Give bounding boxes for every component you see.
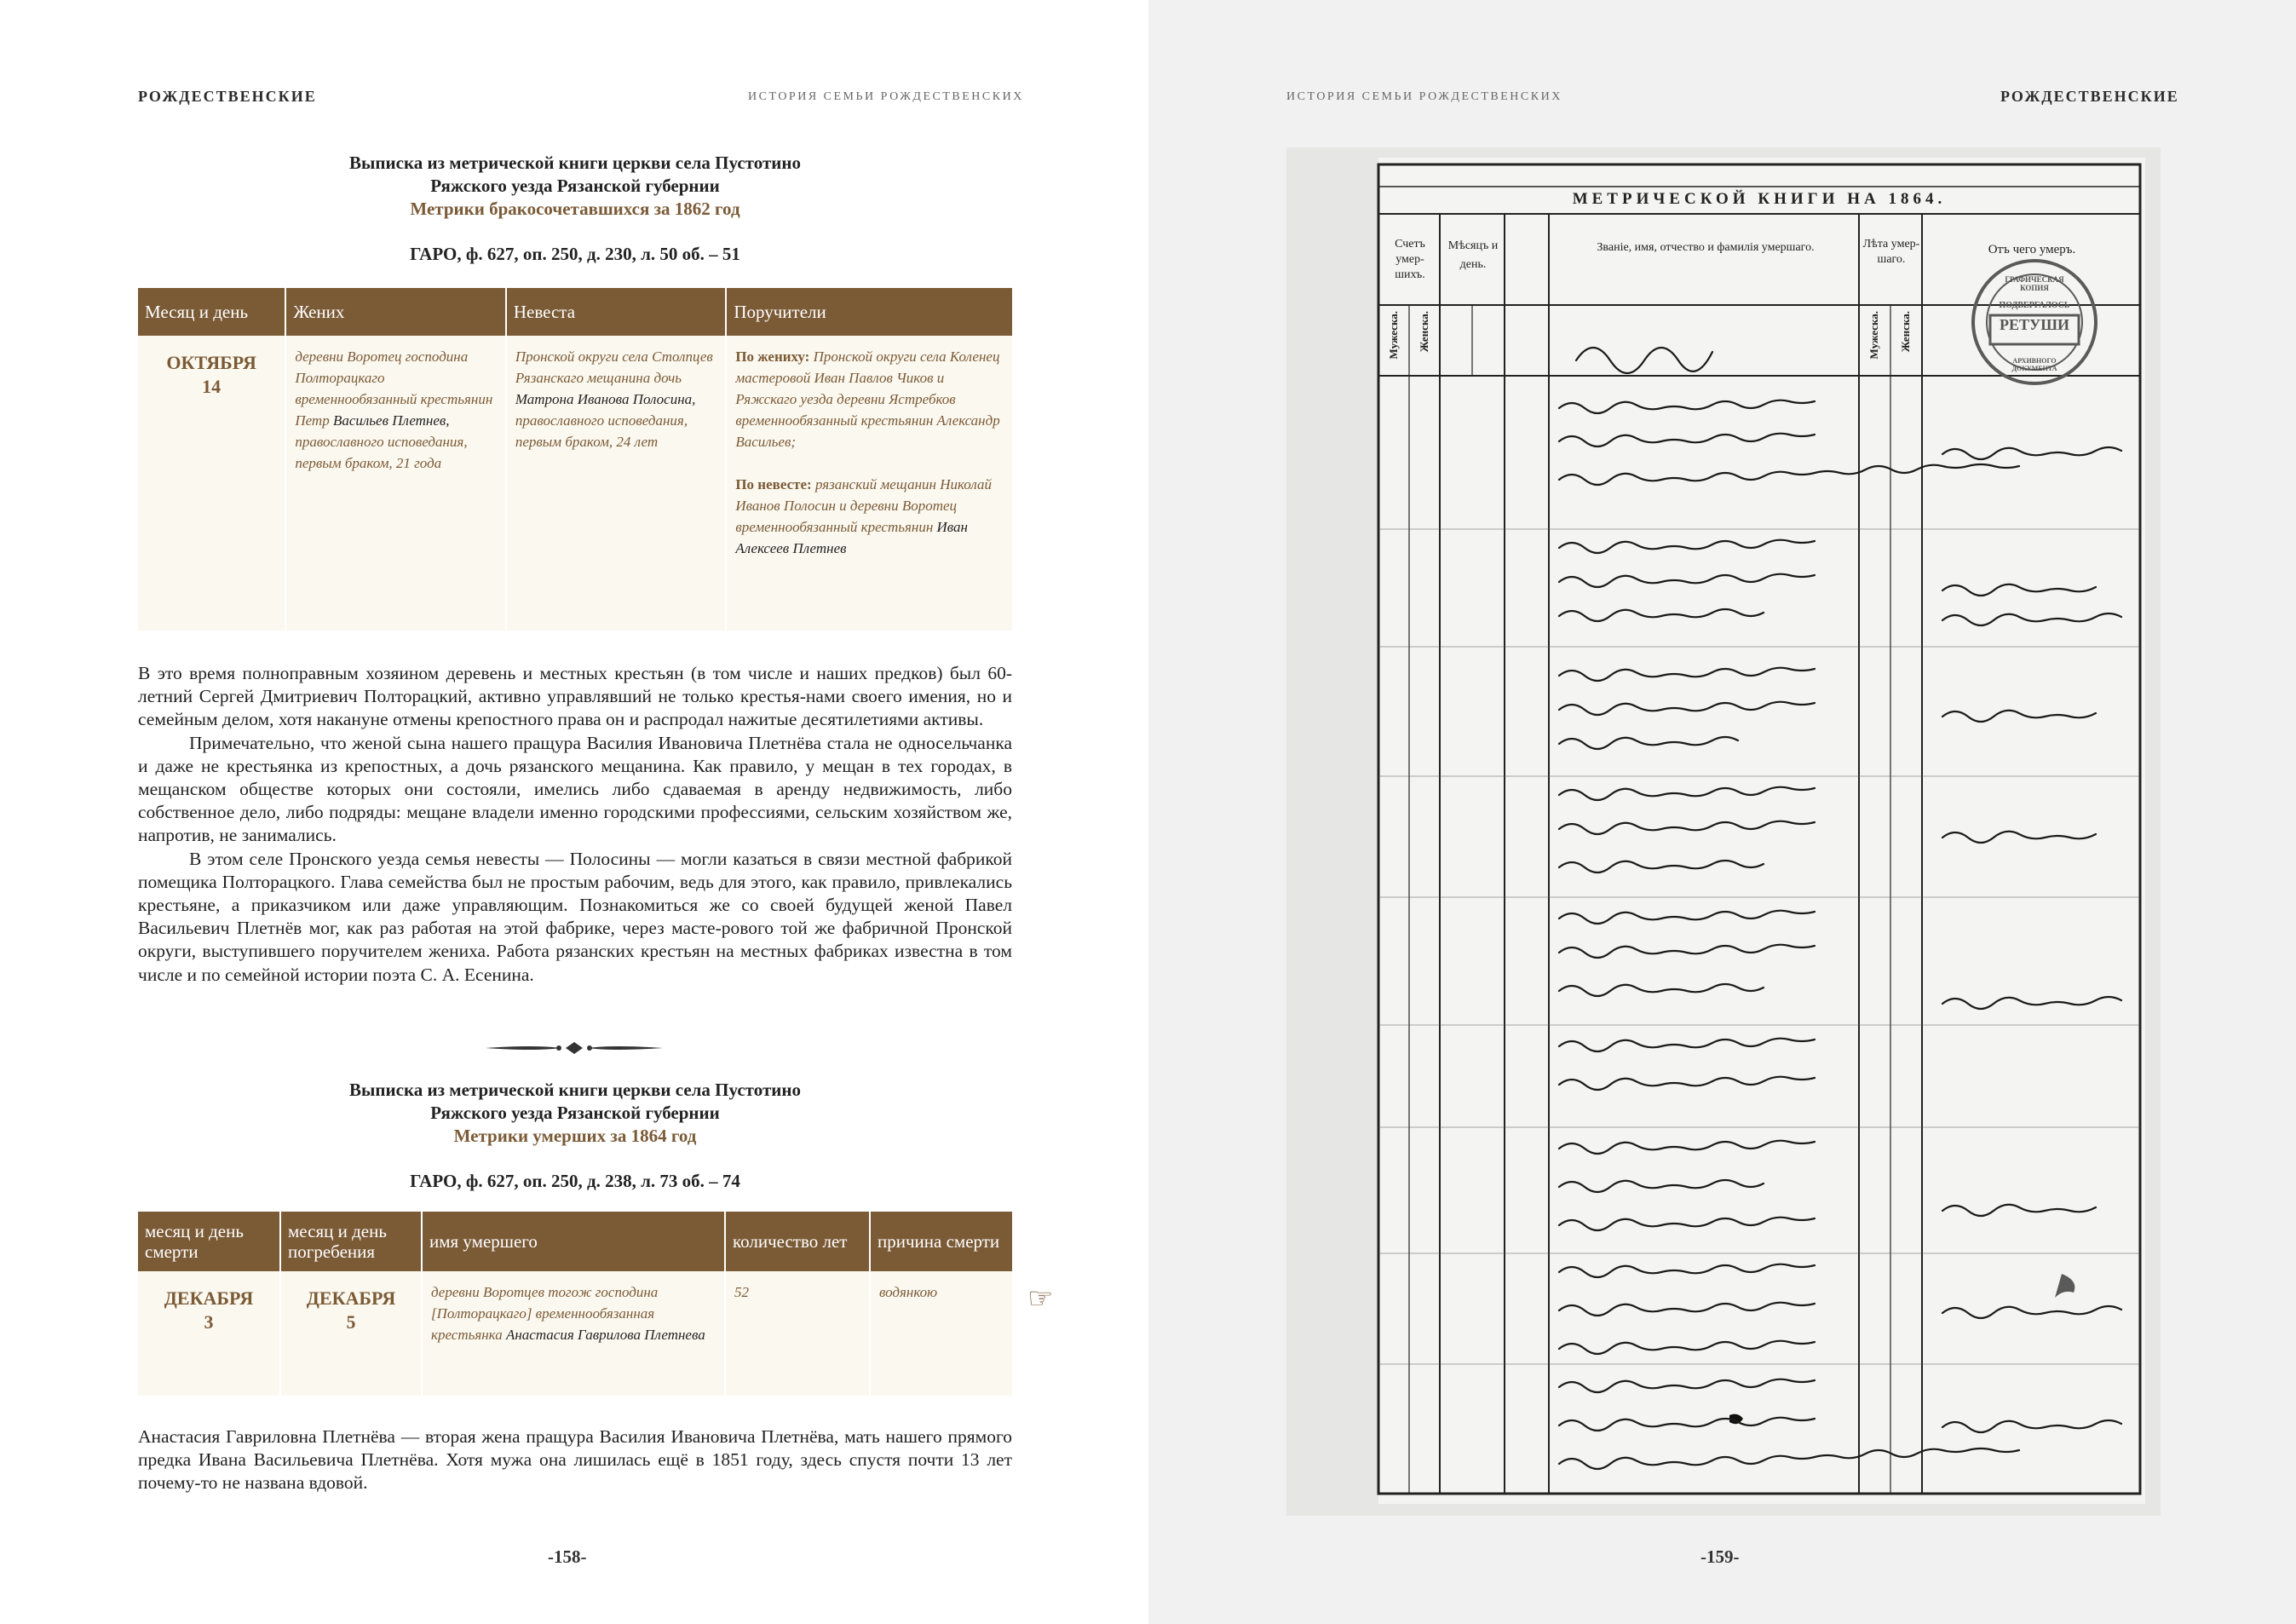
death-month: ДЕКАБРЯ (164, 1287, 254, 1309)
stamp-bottom-text: АРХИВНОГО ДОКУМЕНТА (2011, 357, 2057, 372)
header-death-date: месяц и день смерти (138, 1212, 279, 1271)
manuscript-heading: МЕТРИЧЕСКОЙ КНИГИ НА 1864. (1572, 190, 1947, 208)
bride-name: Матрона Иванова Полосина, (515, 391, 696, 407)
burial-date-cell (281, 1271, 421, 1396)
record2-title-line1: Выписка из метрической книги церкви села Пустотино (349, 1080, 801, 1100)
col-cause-label: Отъ чего умеръ. (1988, 243, 2076, 256)
sponsors-groom-text: Пронской округи села Коленец мастеровой Иван Павлов Чиков и Ряжскаго уезда деревни Ястребков временнообязанный крестьянин Александр Васильев; (735, 348, 1000, 450)
sponsors-cell (727, 336, 1012, 631)
record2-subtitle: Метрики умерших за 1864 год (453, 1126, 697, 1146)
handwriting-scribbles (1286, 147, 2161, 1516)
marriage-day: 14 (202, 376, 222, 397)
col-title-label: Званіе, имя, отчество и фамилія умершаго. (1597, 241, 1815, 254)
body-text-main (138, 662, 1012, 987)
groom-name: Васильев Плетнев, (332, 412, 450, 429)
paragraph-4: Анастасия Гавриловна Плетнёва — вторая жена пращура Василия Ивановича Плетнёва, мать нашего прямого предка Ивана Васильевича Плетнёва. Хотя мужа она лишилась ещё в 1851 году, здесь спустя почти 13 лет почему-то не названа вдовой. (138, 1426, 1012, 1494)
sub-male-label-2: Мужеска. (1867, 311, 1880, 360)
burial-day: 5 (346, 1311, 356, 1333)
header-deceased-name: имя умершего (423, 1212, 724, 1271)
marriage-date-cell (138, 336, 285, 631)
running-title-right: РОЖДЕСТВЕНСКИЕ (2000, 88, 2179, 105)
sponsors-groom-label: По жениху: (735, 348, 810, 365)
record2-title-line2: Ряжского уезда Рязанской губернии (430, 1103, 720, 1123)
record1-title-line2: Ряжского уезда Рязанской губернии (430, 176, 720, 196)
sub-female-label-2: Женска. (1899, 311, 1912, 353)
cause-cell: водянкою (871, 1271, 1012, 1396)
col-count-label: Счетъ умер-шихъ. (1395, 238, 1425, 281)
sub-female-label: Женска. (1418, 311, 1430, 353)
header-age: количество лет (726, 1212, 869, 1271)
ornament-divider-icon (484, 1039, 665, 1057)
manuscript-scan (1286, 147, 2161, 1516)
body-text-closing (138, 1425, 1012, 1495)
bride-cell (507, 336, 726, 631)
groom-cell (286, 336, 505, 631)
record1-title-line1: Выписка из метрической книги церкви села Пустотино (349, 153, 801, 173)
running-title-left: РОЖДЕСТВЕНСКИЕ (138, 88, 317, 105)
deceased-text-a: деревни Воротцев тогож господина [Полторацкаго] временнообязанная крестьянка (431, 1284, 659, 1343)
bride-text-b: православного исповедания, первым браком, 24 лет (515, 412, 688, 450)
paragraph-1: В это время полноправным хозяином деревень и местных крестьян (в том числе и наших предков) был 60-летний Сергей Дмитриевич Полторацкий, активно управлявший не только крестья-нами своего имения, но и семейным делом, хотя накануне отмены крепостного права он и распродал нажитые десятилетиями активы. (138, 663, 1012, 730)
record1-heading (138, 152, 1012, 266)
header-burial-date: месяц и день погребения (281, 1212, 421, 1271)
stamp-top-text: ГРАФИЧЕСКАЯ КОПИЯ (2005, 275, 2064, 292)
deceased-name: Анастасия Гаврилова Плетнева (505, 1327, 705, 1343)
col-month-label: Мѣсяцъ и день. (1447, 239, 1499, 271)
stamp-mid-text-1: ПОДВЕРГАЛОСЬ (1999, 301, 2070, 310)
paragraph-2: Примечательно, что женой сына нашего пращура Василия Ивановича Плетнёва стала не односельчанка и даже не крестьянка из крепостных, а дочь рязанского мещанина. Как правило, у мещан в тех городах, в мещанском обществе которых они состояли, имелись либо сдаваемая в аренду недвижимость, либо собственное дело, либо подряды: мещане владели именно городскими профессиями, сельским хозяйством же, напротив, не занимались. (138, 732, 1012, 846)
record2-heading (138, 1079, 1012, 1193)
age-cell: 52 (726, 1271, 869, 1396)
col-age-label: Лѣта умер-шаго. (1862, 238, 1920, 266)
marriage-month: ОКТЯБРЯ (166, 352, 256, 373)
paragraph-3: В этом селе Пронского уезда семья невесты — Полосины — могли казаться в связи местной фабрикой помещика Полторацкого. Глава семейства был не простым рабочим, ведь для этого, как правило, привлекались крестьяне, а приказчиком или даже управляющим. Познакомиться же со своей будущей женой Павел Васильевич Плетнёв мог, как раз работая на этой фабрике, через масте-рового той же фабричной Пронской округи, выступившего поручителем жениха. Работа рязанских крестьян на местных фабриках известна в том числе и по семейной истории поэта С. А. Есенина. (138, 848, 1012, 985)
page-number-right: -159- (1700, 1546, 1740, 1567)
sponsors-bride-text: рязанский мещанин Николай Иванов Полосин и деревни Воротец временнообязанный крестьянин (735, 476, 992, 535)
marriage-record-table (136, 288, 1014, 631)
page-number-left: -158- (548, 1546, 587, 1567)
sponsors-bride-name: Иван Алексеев Плетнев (735, 519, 968, 556)
record1-subtitle: Метрики бракосочетавшихся за 1862 год (410, 199, 740, 219)
record1-archive-ref: ГАРО, ф. 627, оп. 250, д. 230, л. 50 об. – 51 (410, 244, 740, 264)
sub-male-label: Мужеска. (1387, 311, 1400, 360)
header-bride: Невеста (507, 288, 726, 336)
death-date-cell (138, 1271, 279, 1396)
running-subtitle-right: ИСТОРИЯ СЕМЬИ РОЖДЕСТВЕНСКИХ (1286, 90, 1562, 103)
bride-text-a: Пронской округи села Столпцев Рязанскаго мещанина дочь (515, 348, 713, 386)
stamp-mid-text-2: РЕТУШИ (2000, 316, 2069, 333)
table-row (138, 336, 1012, 631)
groom-text-a: деревни Воротец господина Полторацкаго временнообязанный крестьянин Петр (295, 348, 493, 429)
header-groom: Жених (286, 288, 505, 336)
sponsors-bride-label: По невесте: (735, 476, 812, 492)
death-day: 3 (204, 1311, 214, 1333)
burial-month: ДЕКАБРЯ (306, 1287, 396, 1309)
record2-archive-ref: ГАРО, ф. 627, оп. 250, д. 238, л. 73 об. – 74 (410, 1171, 740, 1191)
death-record-table (136, 1212, 1014, 1396)
header-sponsors: Поручители (727, 288, 1012, 336)
table-row (138, 1271, 1012, 1396)
running-subtitle-left: ИСТОРИЯ СЕМЬИ РОЖДЕСТВЕНСКИХ (748, 90, 1024, 103)
deceased-name-cell (423, 1271, 724, 1396)
header-cause: причина смерти (871, 1212, 1012, 1271)
header-month-day: Месяц и день (138, 288, 285, 336)
groom-text-b: православного исповедания, первым браком, 21 года (295, 434, 468, 471)
pointing-hand-icon: ☞ (1027, 1281, 1054, 1316)
